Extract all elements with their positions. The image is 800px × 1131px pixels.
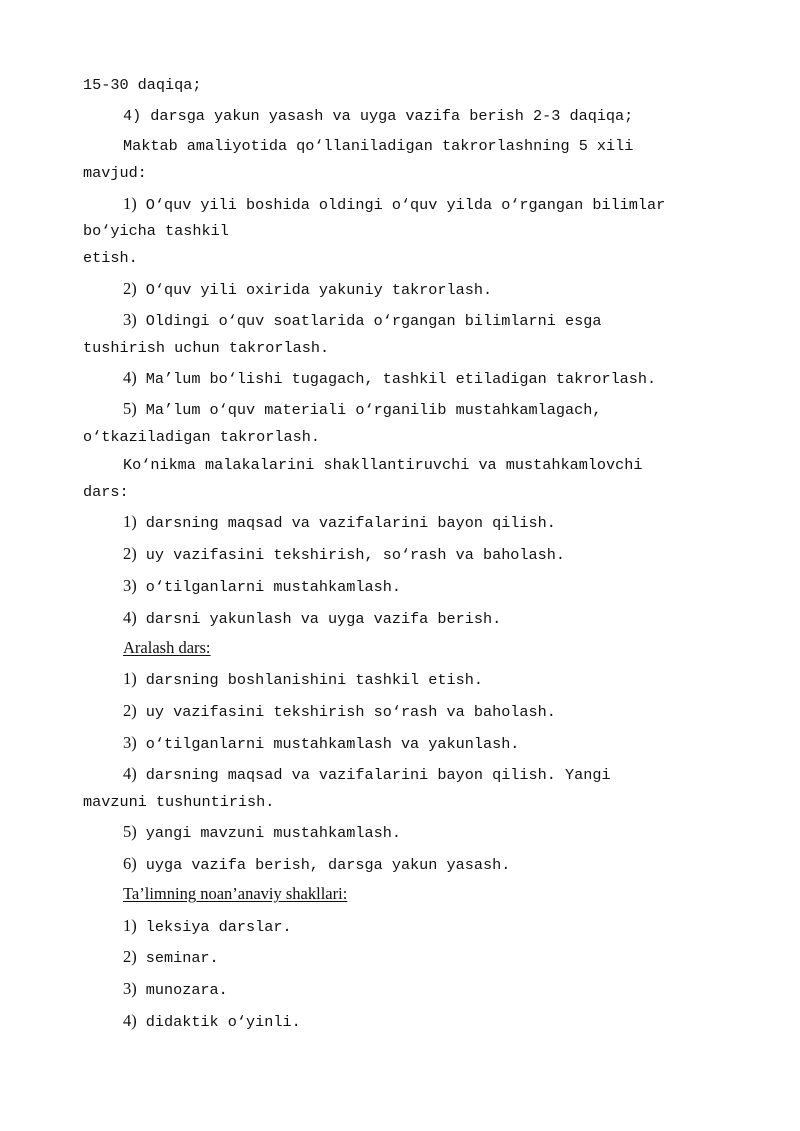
list-item [123,701,556,722]
list-item [123,669,483,690]
list-number: 5) [123,399,137,418]
list-number: 2) [123,279,137,298]
list-item [123,106,633,126]
list-item-text: Ma’lum bo‘lishi tugagach, tashkil etiladigan takrorlash. [145,370,657,388]
text-line [83,221,229,241]
list-item-text: O‘quv yili oxirida yakuniy takrorlash. [145,281,493,299]
line-text: 15-30 daqiqa; [83,76,202,94]
list-number: 4) [123,107,142,125]
line-text: tushirish uchun takrorlash. [83,339,330,357]
list-item [123,854,510,875]
list-item [123,1011,301,1032]
line-text: mavzuni tushuntirish. [83,793,275,811]
list-item-text: Ma’lum o‘quv materiali o‘rganilib mustahkamlagach, [145,401,602,419]
list-number: 2) [123,701,137,720]
list-item-text: uy vazifasini tekshirish, so‘rash va baholash. [145,546,565,564]
list-item [123,822,401,843]
list-item-text: darsning maqsad va vazifalarini bayon qilish. Yangi [145,766,611,784]
list-number: 5) [123,822,137,841]
list-number: 4) [123,764,137,783]
list-item [123,916,292,937]
list-item [123,368,656,389]
list-item-text: darsga yakun yasash va uyga vazifa berish 2-3 daqiqa; [150,107,634,125]
line-text: Maktab amaliyotida qo‘llaniladigan takrorlashning 5 xili [123,137,634,155]
list-item [123,979,228,1000]
list-item-text: didaktik o‘yinli. [145,1013,301,1031]
line-text: Ko‘nikma malakalarini shakllantiruvchi va mustahkamlovchi [123,456,643,474]
line-text: dars: [83,483,129,501]
list-number: 1) [123,916,137,935]
list-number: 1) [123,669,137,688]
text-line [83,163,147,183]
text-line [83,792,274,812]
list-item [123,764,611,785]
list-number: 2) [123,947,137,966]
text-line [83,427,320,447]
list-item [123,947,219,968]
list-number: 1) [123,512,137,531]
line-text: bo‘yicha tashkil [83,222,229,240]
list-item-text: uyga vazifa berish, darsga yakun yasash. [145,856,511,874]
list-item-text: leksiya darslar. [145,918,292,936]
text-line [83,75,201,95]
list-number: 6) [123,854,137,873]
list-item [123,194,665,215]
list-item-text: o‘tilganlarni mustahkamlash. [145,578,401,596]
list-item-text: o‘tilganlarni mustahkamlash va yakunlash. [145,735,520,753]
list-item-text: seminar. [145,949,219,967]
text-line [123,136,633,156]
list-number: 2) [123,544,137,563]
list-item [123,399,601,420]
list-item-text: darsning boshlanishini tashkil etish. [145,671,483,689]
text-line [83,248,138,268]
list-item-text: darsni yakunlash va uyga vazifa berish. [145,610,502,628]
list-item-text: O‘quv yili boshida oldingi o‘quv yilda o‘rgangan bilimlar [145,196,666,214]
list-item-text: munozara. [145,981,228,999]
line-text: etish. [83,249,138,267]
list-item [123,733,519,754]
text-line [83,482,129,502]
list-number: 4) [123,368,137,387]
list-number: 3) [123,310,137,329]
list-item [123,576,401,597]
list-item-text: uy vazifasini tekshirish so‘rash va baholash. [145,703,556,721]
list-item [123,512,556,533]
line-text: mavjud: [83,164,147,182]
text-line [123,455,643,475]
list-item-text: darsning maqsad va vazifalarini bayon qilish. [145,514,556,532]
list-item [123,279,492,300]
list-item [123,310,601,331]
section-heading: Aralash dars: [123,638,211,657]
section-heading: Ta’limning noan’anaviy shakllari: [123,884,348,903]
list-number: 3) [123,979,137,998]
list-number: 4) [123,1011,137,1030]
list-number: 1) [123,194,137,213]
list-number: 3) [123,576,137,595]
list-item [123,544,565,565]
line-text: o‘tkaziladigan takrorlash. [83,428,320,446]
list-item-text: Oldingi o‘quv soatlarida o‘rgangan bilimlarni esga [145,312,602,330]
list-item [123,608,501,629]
list-item-text: yangi mavzuni mustahkamlash. [145,824,401,842]
text-line [83,338,329,358]
list-number: 3) [123,733,137,752]
list-number: 4) [123,608,137,627]
